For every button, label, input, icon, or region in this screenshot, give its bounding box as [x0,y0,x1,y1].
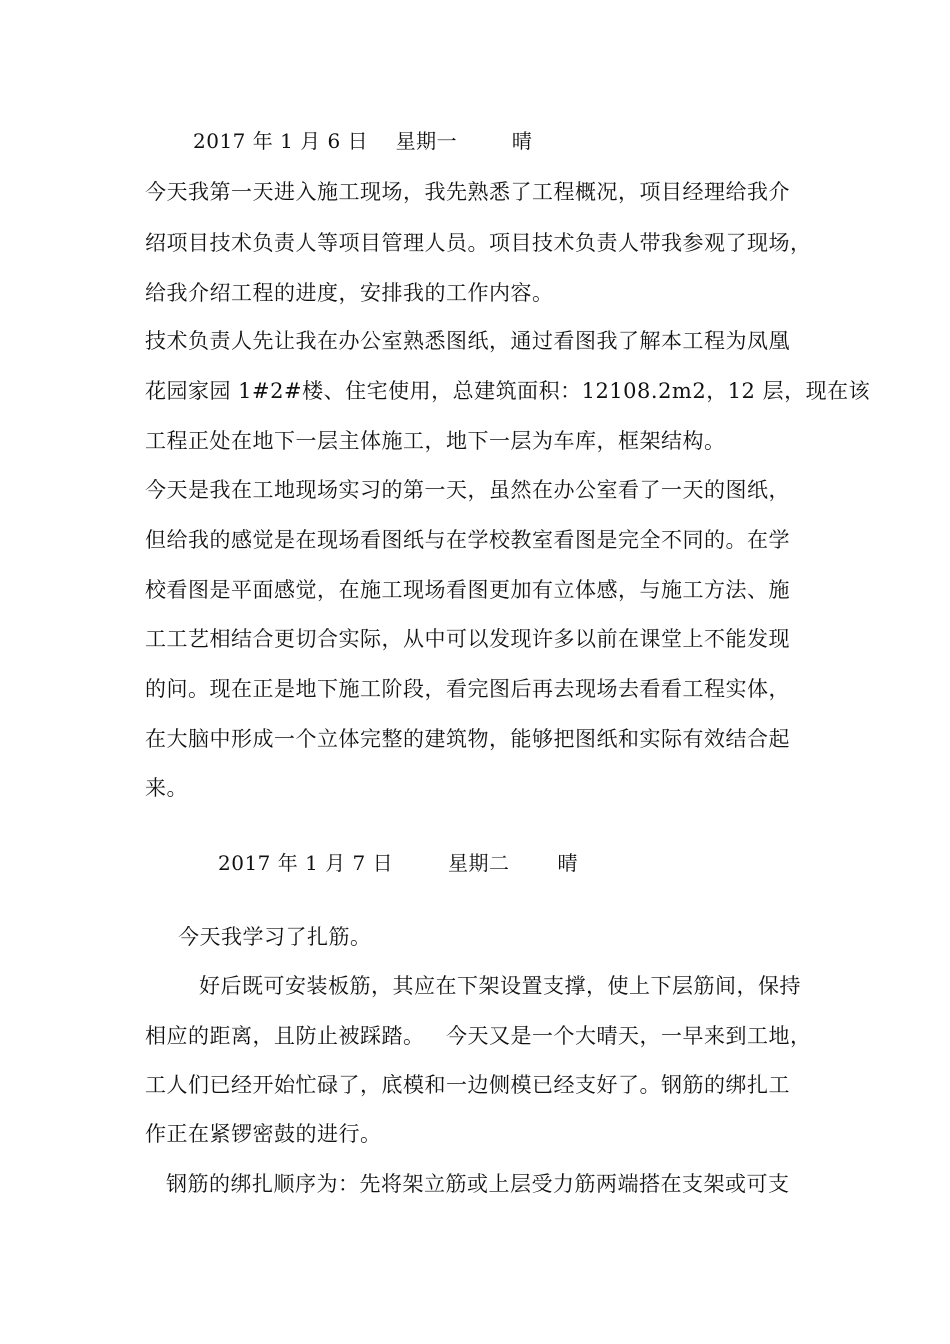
paragraph-line: 给我介绍工程的进度，安排我的工作内容。 [145,281,554,305]
paragraph-line: 技术负责人先让我在办公室熟悉图纸，通过看图我了解本工程为凤凰 [145,329,790,353]
paragraph-line: 今天我第一天进入施工现场，我先熟悉了工程概况，项目经理给我介 [145,180,790,204]
paragraph-line: 工人们已经开始忙碌了，底模和一边侧模已经支好了。钢筋的绑扎工 [145,1073,790,1097]
entry-heading: 2017 年 1 月 7 日 星期二 晴 [218,851,578,875]
paragraph-line: 今天是我在工地现场实习的第一天，虽然在办公室看了一天的图纸， [145,478,790,502]
entry-heading: 2017 年 1 月 6 日 星期一 晴 [193,129,533,153]
paragraph-line: 工程正处在地下一层主体施工，地下一层为车库，框架结构。 [145,429,726,453]
paragraph-line: 来。 [145,776,188,800]
paragraph-line: 相应的距离，且防止被踩踏。 今天又是一个大晴天，一早来到工地， [145,1024,812,1048]
paragraph-line: 校看图是平面感觉，在施工现场看图更加有立体感，与施工方法、施 [145,578,790,602]
paragraph-line: 但给我的感觉是在现场看图纸与在学校教室看图是完全不同的。在学 [145,528,790,552]
paragraph-line: 钢筋的绑扎顺序为：先将架立筋或上层受力筋两端搭在支架或可支 [166,1172,790,1196]
paragraph-line: 花园家园 1#2#楼、住宅使用，总建筑面积：12108.2m2，12 层，现在该 [145,379,871,403]
paragraph-line: 在大脑中形成一个立体完整的建筑物，能够把图纸和实际有效结合起 [145,727,790,751]
paragraph-line: 绍项目技术负责人等项目管理人员。项目技术负责人带我参观了现场， [145,231,812,255]
paragraph-line: 好后既可安装板筋，其应在下架设置支撑，使上下层筋间，保持 [199,974,801,998]
paragraph-line: 作正在紧锣密鼓的进行。 [145,1122,382,1146]
paragraph-line: 的问。现在正是地下施工阶段，看完图后再去现场去看看工程实体， [145,677,790,701]
paragraph-line: 今天我学习了扎筋。 [178,925,372,949]
paragraph-line: 工工艺相结合更切合实际，从中可以发现许多以前在课堂上不能发现 [145,627,790,651]
